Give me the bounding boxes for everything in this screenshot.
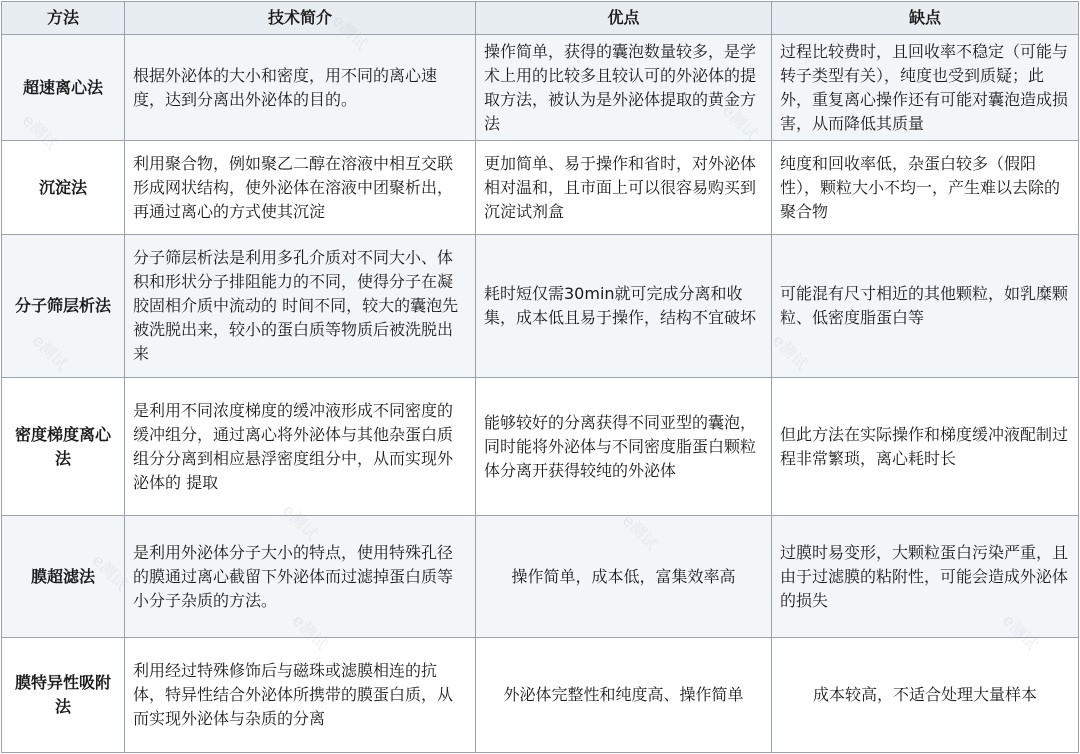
comparison-table (1, 1, 1079, 753)
cons-cell: 但此方法在实际操作和梯度缓冲液配制过程非常繁琐，离心耗时长 (772, 378, 1079, 516)
header-row (2, 2, 1079, 35)
pros-cell: 能够较好的分离获得不同亚型的囊泡，同时能将外泌体与不同密度脂蛋白颗粒体分离开获得较纯的外泌体 (476, 378, 772, 516)
table-row (2, 516, 1079, 638)
cons-cell: 纯度和回收率低，杂蛋白较多（假阳性），颗粒大小不均一，产生难以去除的聚合物 (772, 141, 1079, 235)
cons-cell: 可能混有尺寸相近的其他颗粒，如乳糜颗粒、低密度脂蛋白等 (772, 235, 1079, 378)
method-cell: 密度梯度离心法 (2, 378, 125, 516)
intro-cell: 根据外泌体的大小和密度，用不同的离心速度，达到分离出外泌体的目的。 (125, 35, 476, 141)
table-row (2, 35, 1079, 141)
intro-cell: 利用经过特殊修饰后与磁珠或滤膜相连的抗体，特异性结合外泌体所携带的膜蛋白质，从而实现外泌体与杂质的分离 (125, 638, 476, 753)
pros-cell: 操作简单，获得的囊泡数量较多，是学术上用的比较多且较认可的外泌体的提取方法，被认为是外泌体提取的黄金方法 (476, 35, 772, 141)
method-cell: 分子筛层析法 (2, 235, 125, 378)
pros-cell: 外泌体完整性和纯度高、操作简单 (476, 638, 772, 753)
table-row (2, 141, 1079, 235)
pros-cell: 耗时短仅需30min就可完成分离和收集，成本低且易于操作，结构不宜破坏 (476, 235, 772, 378)
method-cell: 沉淀法 (2, 141, 125, 235)
method-cell: 膜特异性吸附法 (2, 638, 125, 753)
table-row (2, 235, 1079, 378)
header-pros: 优点 (476, 2, 772, 35)
cons-cell: 成本较高，不适合处理大量样本 (772, 638, 1079, 753)
header-cons: 缺点 (772, 2, 1079, 35)
table-row (2, 638, 1079, 753)
header-intro: 技术简介 (125, 2, 476, 35)
cons-cell: 过膜时易变形，大颗粒蛋白污染严重，且由于过滤膜的粘附性，可能会造成外泌体的损失 (772, 516, 1079, 638)
intro-cell: 是利用外泌体分子大小的特点，使用特殊孔径的膜通过离心截留下外泌体而过滤掉蛋白质等小分子杂质的方法。 (125, 516, 476, 638)
pros-cell: 操作简单，成本低，富集效率高 (476, 516, 772, 638)
intro-cell: 分子筛层析法是利用多孔介质对不同大小、体积和形状分子排阻能力的不同，使得分子在凝胶固相介质中流动的 时间不同，较大的囊泡先被洗脱出来，较小的蛋白质等物质后被洗脱出来 (125, 235, 476, 378)
intro-cell: 利用聚合物，例如聚乙二醇在溶液中相互交联形成网状结构，使外泌体在溶液中团聚析出，再通过离心的方式使其沉淀 (125, 141, 476, 235)
method-cell: 超速离心法 (2, 35, 125, 141)
table-row (2, 378, 1079, 516)
pros-cell: 更加简单、易于操作和省时，对外泌体相对温和，且市面上可以很容易购买到沉淀试剂盒 (476, 141, 772, 235)
cons-cell: 过程比较费时，且回收率不稳定（可能与转子类型有关），纯度也受到质疑；此外，重复离心操作还有可能对囊泡造成损害，从而降低其质量 (772, 35, 1079, 141)
intro-cell: 是利用不同浓度梯度的缓冲液形成不同密度的缓冲组分，通过离心将外泌体与其他杂蛋白质组分分离到相应悬浮密度组分中，从而实现外泌体的 提取 (125, 378, 476, 516)
header-method: 方法 (2, 2, 125, 35)
method-cell: 膜超滤法 (2, 516, 125, 638)
